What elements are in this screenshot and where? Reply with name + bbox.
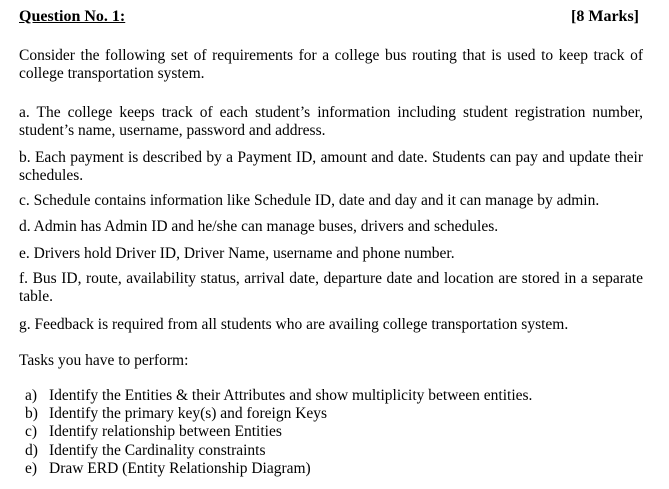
task-text: Identify the primary key(s) and foreign Keys [49, 405, 328, 423]
task-item [25, 405, 532, 423]
task-item [25, 423, 532, 441]
requirement-e: e. Drivers hold Driver ID, Driver Name, username and phone number. [19, 245, 455, 262]
intro-paragraph: Consider the following set of requirements for a college bus routing that is used to keep track of college transportation system. [19, 47, 643, 82]
tasks-heading: Tasks you have to perform: [19, 352, 189, 369]
question-title: Question No. 1: [19, 8, 126, 25]
task-item [25, 387, 532, 405]
question-marks: [8 Marks] [571, 8, 639, 25]
question-header [19, 6, 639, 30]
task-text: Identify relationship between Entities [49, 423, 282, 441]
task-item [25, 442, 532, 460]
task-text: Identify the Cardinality constraints [49, 441, 266, 459]
task-letter: a) [25, 387, 38, 404]
task-letter: e) [25, 459, 38, 477]
task-item [25, 460, 532, 478]
requirement-a: a. The college keeps track of each student’s information including student registration number, student’s name, username, password and address. [19, 104, 643, 139]
requirement-b: b. Each payment is described by a Payment ID, amount and date. Students can pay and update their schedules. [19, 149, 643, 184]
requirement-g: g. Feedback is required from all students who are availing college transportation system. [19, 316, 569, 333]
task-letter: b) [25, 405, 38, 423]
task-letter: d) [25, 441, 38, 459]
task-letter: c) [25, 423, 38, 441]
requirement-d: d. Admin has Admin ID and he/she can manage buses, drivers and schedules. [19, 218, 499, 235]
requirement-c: c. Schedule contains information like Schedule ID, date and day and it can manage by admin. [19, 192, 600, 209]
tasks-list [25, 387, 532, 478]
task-text: Draw ERD (Entity Relationship Diagram) [49, 459, 311, 477]
task-text: Identify the Entities & their Attributes and show multiplicity between entities. [49, 387, 533, 404]
requirement-f: f. Bus ID, route, availability status, arrival date, departure date and location are stored in a separate table. [19, 270, 643, 305]
